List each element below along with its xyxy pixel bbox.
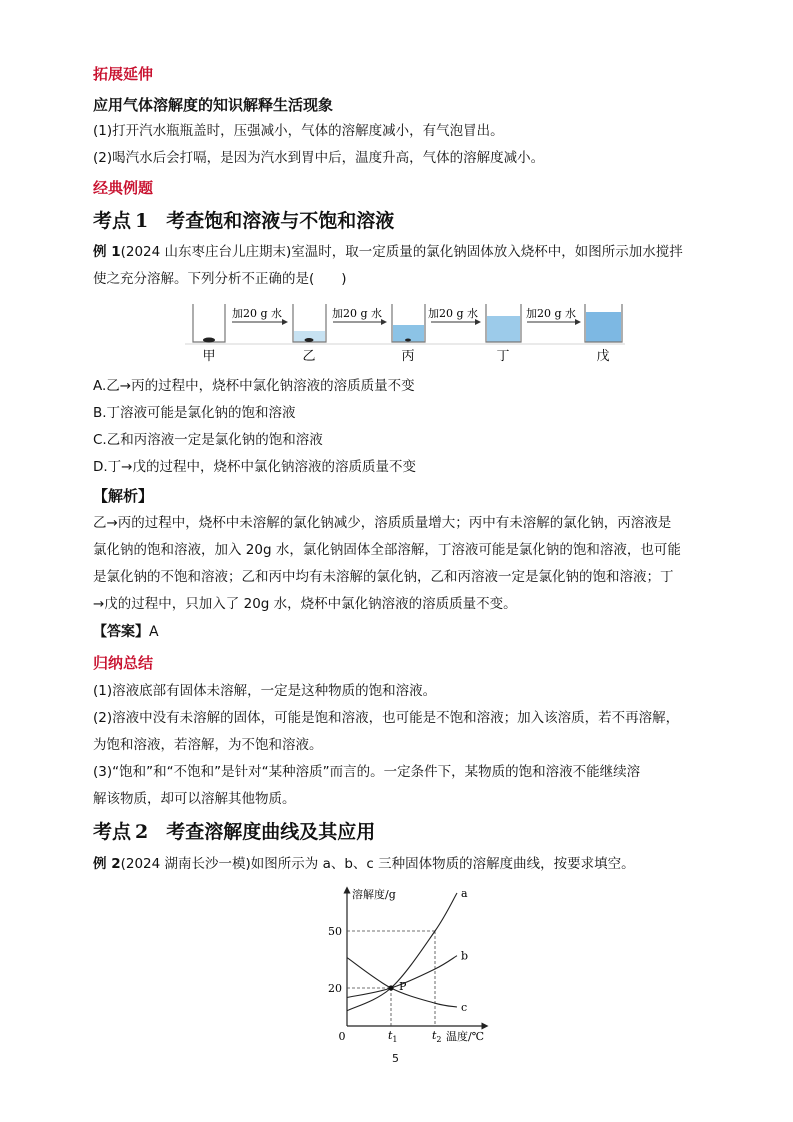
analysis-line-1: 乙→丙的过程中，烧杯中未溶解的氯化钠减少，溶质质量增大；丙中有未溶解的氯化钠，丙溶液是 [93, 515, 672, 531]
option-c: C.乙和丙溶液一定是氯化钠的饱和溶液 [93, 432, 323, 448]
example-1-line-1 [93, 239, 683, 265]
beaker-dissolution-figure [185, 298, 625, 366]
section-heading-classic-examples: 经典例题 [93, 179, 154, 197]
answer-line [93, 621, 159, 641]
curve-label-c: c [461, 1001, 468, 1014]
option-b: B.丁溶液可能是氯化钠的饱和溶液 [93, 405, 296, 421]
answer-label: 【答案】 [93, 624, 149, 640]
page-number: 5 [392, 1052, 399, 1065]
extension-item-2: (2)喝汽水后会打嗝，是因为汽水到胃中后，温度升高，气体的溶解度减小。 [93, 150, 545, 166]
solubility-curve-chart [320, 884, 490, 1046]
example-1-text-1: (2024 山东枣庄台儿庄期末)室温时，取一定质量的氯化钠固体放入烧杯中，如图所示加水搅拌 [120, 244, 683, 260]
example-2-label: 例 2 [93, 856, 121, 872]
section-heading-summary: 归纳总结 [93, 654, 154, 672]
beaker-label-ding: 丁 [496, 349, 510, 364]
y-axis-label: 溶解度/g [352, 888, 396, 901]
kaodian-1-heading [93, 206, 394, 233]
summary-line-3: 为饱和溶液，若溶解，为不饱和溶液。 [93, 737, 323, 753]
beaker-label-jia: 甲 [202, 349, 216, 364]
summary-line-5: 解该物质，却可以溶解其他物质。 [93, 791, 296, 807]
summary-line-1: (1)溶液底部有固体未溶解，一定是这种物质的饱和溶液。 [93, 683, 437, 699]
kaodian-label: 考点 [93, 210, 132, 232]
answer-value: A [149, 624, 159, 640]
intersection-point [388, 985, 393, 990]
analysis-line-4: →戊的过程中，只加入了 20g 水，烧杯中氯化钠溶液的溶质质量不变。 [93, 596, 517, 612]
beaker-label-bing: 丙 [401, 349, 415, 364]
subheading-gas-solubility: 应用气体溶解度的知识解释生活现象 [93, 96, 334, 114]
intersection-label: P [399, 980, 407, 993]
kaodian-title: 考查饱和溶液与不饱和溶液 [166, 210, 395, 232]
arrow-label-3: 加20 g 水 [427, 307, 479, 320]
beaker-ding [486, 304, 521, 342]
section-heading-extension: 拓展延伸 [93, 65, 154, 83]
curve-label-a: a [461, 887, 468, 900]
kaodian-2-heading [93, 817, 375, 844]
analysis-line-2: 氯化钠的饱和溶液，加入 20g 水，氯化钠固体全部溶解，丁溶液可能是氯化钠的饱和溶液，也可能 [93, 542, 681, 558]
beaker-label-wu: 戊 [596, 349, 610, 364]
summary-line-2: (2)溶液中没有未溶解的固体，可能是饱和溶液，也可能是不饱和溶液；加入该溶质，若不再溶解， [93, 710, 680, 726]
curve-label-b: b [461, 949, 469, 963]
beaker-yi [293, 304, 326, 342]
y-tick-label: 50 [328, 925, 342, 938]
analysis-label: 【解析】 [93, 487, 154, 505]
origin-label: 0 [338, 1030, 346, 1043]
option-a: A.乙→丙的过程中，烧杯中氯化钠溶液的溶质质量不变 [93, 378, 415, 394]
kaodian-number: 1 [135, 210, 149, 232]
example-1-line-2: 使之充分溶解。下列分析不正确的是( ) [93, 271, 347, 287]
example-1-label: 例 1 [93, 244, 121, 260]
example-2-line [93, 851, 635, 877]
option-d: D.丁→戊的过程中，烧杯中氯化钠溶液的溶质质量不变 [93, 459, 416, 475]
x-tick-label: $t_2$ [432, 1029, 442, 1044]
arrow-label-2: 加20 g 水 [331, 307, 383, 320]
summary-line-4: (3)“饱和”和“不饱和”是针对“某种溶质”而言的。一定条件下，某物质的饱和溶液不能继续溶 [93, 764, 641, 780]
arrow-label-4: 加20 g 水 [525, 307, 577, 320]
extension-item-1: (1)打开汽水瓶瓶盖时，压强减小，气体的溶解度减小，有气泡冒出。 [93, 123, 504, 139]
x-tick-label: $t_1$ [388, 1029, 398, 1044]
beaker-jia [193, 304, 225, 343]
arrow-label-1: 加20 g 水 [231, 307, 283, 320]
beaker-wu [585, 304, 622, 342]
kaodian-number: 2 [135, 821, 149, 843]
x-axis-label: 温度/℃ [446, 1030, 485, 1043]
y-tick-label: 20 [328, 982, 342, 995]
analysis-line-3: 是氯化钠的不饱和溶液；乙和丙中均有未溶解的氯化钠，乙和丙溶液一定是氯化钠的饱和溶液；丁 [93, 569, 674, 585]
beaker-bing [392, 304, 425, 342]
kaodian-label: 考点 [93, 821, 132, 843]
beaker-label-yi: 乙 [302, 349, 316, 364]
kaodian-title: 考查溶解度曲线及其应用 [166, 821, 376, 843]
example-2-text: (2024 湖南长沙一模)如图所示为 a、b、c 三种固体物质的溶解度曲线，按要求填空。 [120, 856, 635, 872]
